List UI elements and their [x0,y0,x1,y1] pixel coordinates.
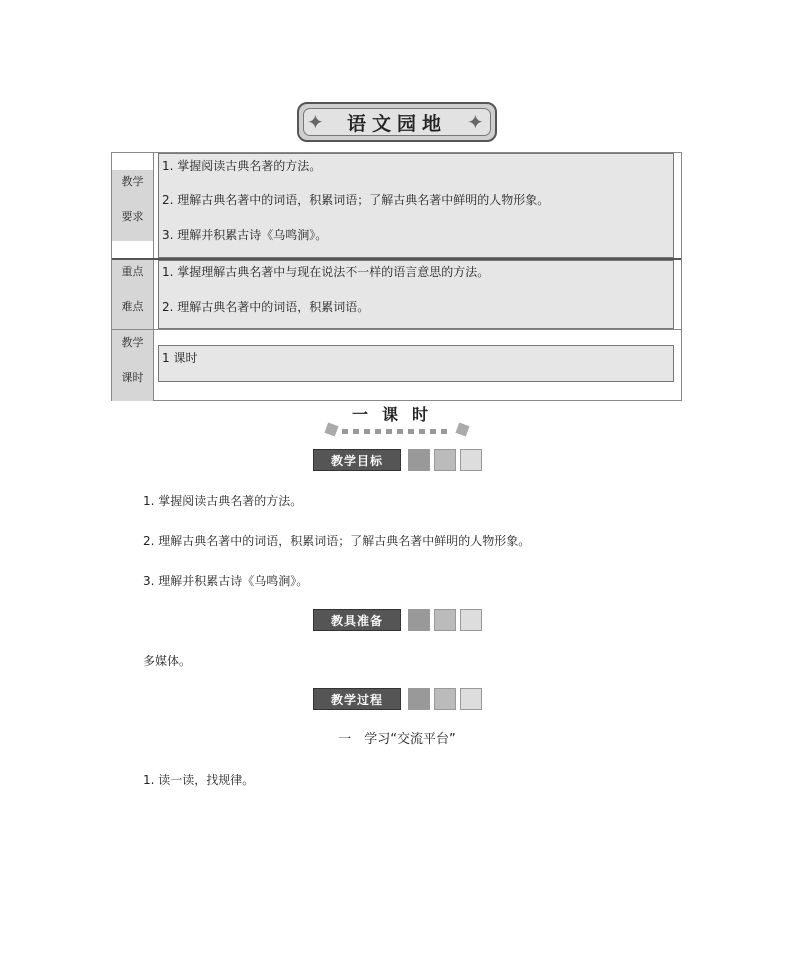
process-subheading: 一 学习“交流平台” [338,732,456,747]
requirements-cell [158,153,674,258]
objective-item: 2. 理解古典名著中的词语，积累词语；了解古典名著中鲜明的人物形象。 [143,534,531,548]
key-points-cell [158,260,674,329]
requirement-item: 1. 掌握阅读古典名著的方法。 [162,159,322,173]
label-line-1: 教学 [121,336,144,349]
lesson-heading-dotted-divider [326,426,468,436]
label-line-2: 课时 [121,371,144,384]
lesson-requirements-table [111,152,682,401]
objective-item: 1. 掌握阅读古典名著的方法。 [143,494,303,508]
section-tag-label: 教具准备 [313,609,401,631]
divider-left-cap [324,422,338,436]
requirement-item: 2. 理解古典名著中的词语，积累词语；了解古典名著中鲜明的人物形象。 [162,193,550,207]
class-hours-value: 1 课时 [162,351,198,365]
label-teaching-requirements [112,170,153,241]
divider-dot [419,429,425,434]
label-line-1: 重点 [121,265,144,278]
section-tag-label: 教学过程 [313,688,401,710]
label-class-hours [112,330,153,401]
tag-square [408,688,430,710]
process-item: 1. 读一读，找规律。 [143,773,255,787]
divider-dot [397,429,403,434]
label-line-2: 要求 [121,210,144,223]
tag-square [408,609,430,631]
label-key-points [112,260,153,329]
label-line-1: 教学 [121,175,144,188]
tag-square [434,449,456,471]
table-column-divider [153,153,154,400]
materials-text: 多媒体。 [143,654,192,668]
divider-right-cap [455,422,469,436]
label-line-2: 难点 [121,300,144,313]
divider-dot [342,429,348,434]
divider-dot [375,429,381,434]
divider-dot [441,429,447,434]
divider-dot [386,429,392,434]
tag-square [434,688,456,710]
key-point-item: 2. 理解古典名著中的词语，积累词语。 [162,300,370,314]
tag-square [460,688,482,710]
tag-square [434,609,456,631]
key-point-item: 1. 掌握理解古典名著中与现在说法不一样的语言意思的方法。 [162,265,490,279]
divider-dot [408,429,414,434]
tag-square [460,609,482,631]
row-divider [112,329,681,330]
divider-dot [364,429,370,434]
objective-item: 3. 理解并积累古诗《乌鸣涧》。 [143,574,309,588]
star-left-icon: ✦ [307,110,324,134]
page-title: 语文园地 [346,112,447,135]
divider-dot [430,429,436,434]
section-tag-label: 教学目标 [313,449,401,471]
title-banner [297,102,497,142]
requirement-item: 3. 理解并积累古诗《乌鸣涧》。 [162,228,328,242]
star-right-icon: ✦ [467,110,484,134]
lesson-heading: 一课时 [351,405,442,424]
class-hours-cell [158,345,674,382]
tag-square [460,449,482,471]
divider-dot [353,429,359,434]
tag-square [408,449,430,471]
